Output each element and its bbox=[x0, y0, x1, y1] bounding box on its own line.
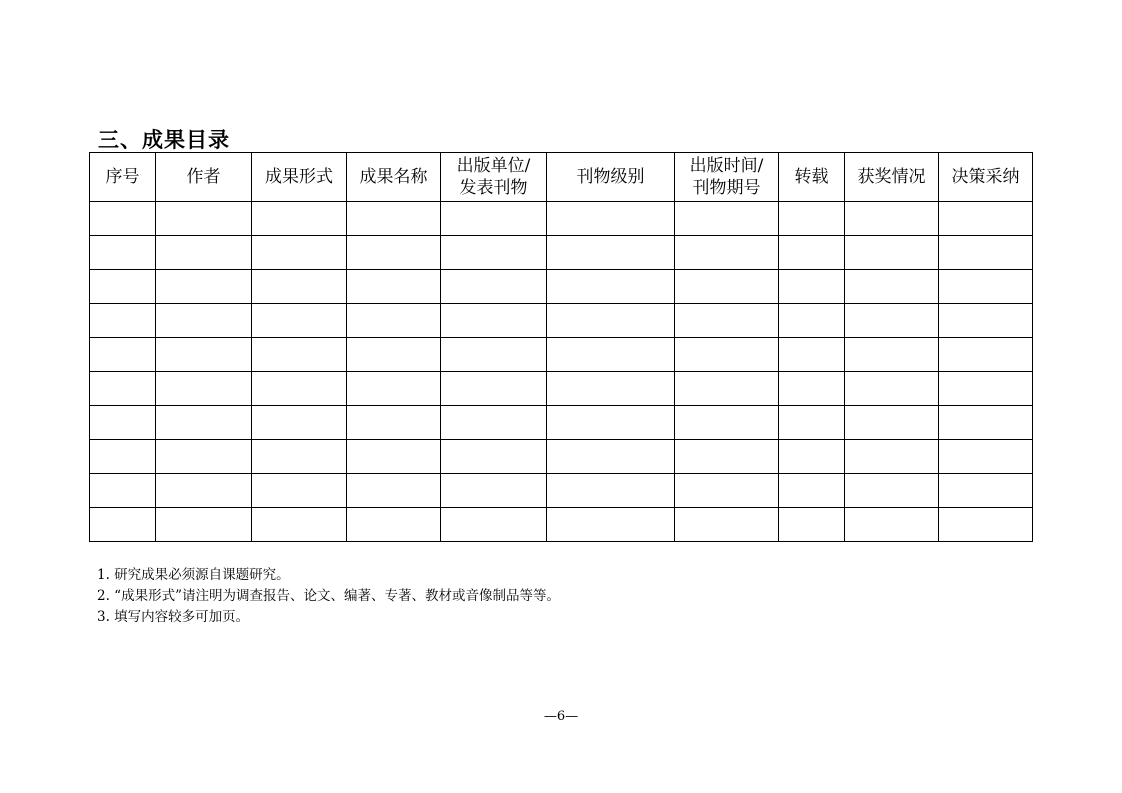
table-cell[interactable] bbox=[441, 270, 547, 304]
table-cell[interactable] bbox=[347, 474, 441, 508]
table-cell[interactable] bbox=[156, 236, 252, 270]
table-cell[interactable] bbox=[845, 406, 939, 440]
column-header-author: 作者 bbox=[156, 153, 252, 202]
table-cell[interactable] bbox=[441, 304, 547, 338]
column-header-awards: 获奖情况 bbox=[845, 153, 939, 202]
table-cell[interactable] bbox=[90, 508, 156, 542]
table-row bbox=[90, 202, 1033, 236]
table-cell[interactable] bbox=[845, 270, 939, 304]
table-cell[interactable] bbox=[252, 270, 347, 304]
table-cell[interactable] bbox=[156, 474, 252, 508]
table-cell[interactable] bbox=[845, 304, 939, 338]
table-cell[interactable] bbox=[547, 440, 675, 474]
table-cell[interactable] bbox=[347, 440, 441, 474]
table-cell[interactable] bbox=[675, 474, 779, 508]
table-cell[interactable] bbox=[347, 202, 441, 236]
table-cell[interactable] bbox=[675, 202, 779, 236]
column-header-result-name: 成果名称 bbox=[347, 153, 441, 202]
table-cell[interactable] bbox=[547, 474, 675, 508]
table-cell[interactable] bbox=[939, 406, 1033, 440]
table-cell[interactable] bbox=[779, 338, 845, 372]
note-item: 2. “成果形式”请注明为调查报告、论文、编著、专著、教材或音像制品等等。 bbox=[97, 588, 560, 604]
table-cell[interactable] bbox=[156, 440, 252, 474]
table-cell[interactable] bbox=[441, 372, 547, 406]
table-cell[interactable] bbox=[939, 270, 1033, 304]
table-cell[interactable] bbox=[675, 372, 779, 406]
table-cell[interactable] bbox=[675, 440, 779, 474]
table-cell[interactable] bbox=[90, 270, 156, 304]
table-cell[interactable] bbox=[252, 236, 347, 270]
table-cell[interactable] bbox=[252, 304, 347, 338]
table-cell[interactable] bbox=[347, 338, 441, 372]
table-cell[interactable] bbox=[939, 338, 1033, 372]
table-cell[interactable] bbox=[347, 372, 441, 406]
table-cell[interactable] bbox=[547, 270, 675, 304]
table-cell[interactable] bbox=[779, 406, 845, 440]
table-cell[interactable] bbox=[779, 508, 845, 542]
table-cell[interactable] bbox=[252, 440, 347, 474]
table-cell[interactable] bbox=[939, 508, 1033, 542]
table-cell[interactable] bbox=[441, 474, 547, 508]
column-header-serial: 序号 bbox=[90, 153, 156, 202]
table-cell[interactable] bbox=[675, 236, 779, 270]
table-cell[interactable] bbox=[845, 338, 939, 372]
table-cell[interactable] bbox=[90, 372, 156, 406]
table-cell[interactable] bbox=[156, 202, 252, 236]
table-cell[interactable] bbox=[441, 236, 547, 270]
table-cell[interactable] bbox=[441, 338, 547, 372]
table-cell[interactable] bbox=[347, 508, 441, 542]
table-row bbox=[90, 236, 1033, 270]
column-header-adoption: 决策采纳 bbox=[939, 153, 1033, 202]
table-cell[interactable] bbox=[347, 304, 441, 338]
table-cell[interactable] bbox=[779, 270, 845, 304]
table-cell[interactable] bbox=[347, 270, 441, 304]
section-title: 三、成果目录 bbox=[98, 128, 230, 152]
table-cell[interactable] bbox=[252, 202, 347, 236]
table-cell[interactable] bbox=[156, 406, 252, 440]
table-cell[interactable] bbox=[939, 372, 1033, 406]
table-row bbox=[90, 270, 1033, 304]
page-number: —6— bbox=[543, 709, 579, 724]
header-row bbox=[90, 153, 1033, 202]
table-cell[interactable] bbox=[547, 202, 675, 236]
table-cell[interactable] bbox=[156, 304, 252, 338]
table-cell[interactable] bbox=[779, 474, 845, 508]
column-header-journal-level: 刊物级别 bbox=[547, 153, 675, 202]
table-cell[interactable] bbox=[939, 304, 1033, 338]
table-cell[interactable] bbox=[547, 508, 675, 542]
table-cell[interactable] bbox=[252, 474, 347, 508]
table-row bbox=[90, 406, 1033, 440]
table-cell[interactable] bbox=[779, 440, 845, 474]
table-cell[interactable] bbox=[347, 406, 441, 440]
table-cell[interactable] bbox=[845, 236, 939, 270]
table-cell[interactable] bbox=[441, 440, 547, 474]
table-cell[interactable] bbox=[845, 508, 939, 542]
table-cell[interactable] bbox=[547, 406, 675, 440]
table-cell[interactable] bbox=[547, 236, 675, 270]
table-row bbox=[90, 508, 1033, 542]
table-cell[interactable] bbox=[547, 372, 675, 406]
table-cell[interactable] bbox=[252, 372, 347, 406]
table-cell[interactable] bbox=[779, 304, 845, 338]
table-row bbox=[90, 474, 1033, 508]
results-table bbox=[89, 152, 1033, 542]
table-cell[interactable] bbox=[675, 508, 779, 542]
table-cell[interactable] bbox=[939, 440, 1033, 474]
table-cell[interactable] bbox=[156, 372, 252, 406]
table-cell[interactable] bbox=[347, 236, 441, 270]
table-row bbox=[90, 440, 1033, 474]
table-cell[interactable] bbox=[156, 338, 252, 372]
table-cell[interactable] bbox=[547, 338, 675, 372]
note-item: 1. 研究成果必须源自课题研究。 bbox=[97, 567, 290, 583]
table-cell[interactable] bbox=[252, 508, 347, 542]
table-cell[interactable] bbox=[675, 406, 779, 440]
table-cell[interactable] bbox=[547, 304, 675, 338]
column-header-publish-time: 出版时间/ 刊物期号 bbox=[675, 153, 779, 202]
table-cell[interactable] bbox=[675, 270, 779, 304]
column-header-publisher: 出版单位/ 发表刊物 bbox=[441, 153, 547, 202]
table-cell[interactable] bbox=[675, 338, 779, 372]
table-cell[interactable] bbox=[90, 202, 156, 236]
notes-list bbox=[97, 565, 560, 628]
table-cell[interactable] bbox=[675, 304, 779, 338]
table-row bbox=[90, 372, 1033, 406]
table-cell[interactable] bbox=[939, 236, 1033, 270]
table-cell[interactable] bbox=[156, 270, 252, 304]
table-cell[interactable] bbox=[779, 202, 845, 236]
table-cell[interactable] bbox=[90, 236, 156, 270]
table-cell[interactable] bbox=[441, 508, 547, 542]
table-cell[interactable] bbox=[779, 236, 845, 270]
table-cell[interactable] bbox=[90, 440, 156, 474]
note-item: 3. 填写内容较多可加页。 bbox=[97, 609, 250, 625]
table-cell[interactable] bbox=[441, 202, 547, 236]
table-cell[interactable] bbox=[939, 202, 1033, 236]
table-cell[interactable] bbox=[90, 338, 156, 372]
table-cell[interactable] bbox=[845, 202, 939, 236]
table-cell[interactable] bbox=[441, 406, 547, 440]
table-cell[interactable] bbox=[90, 304, 156, 338]
table-row bbox=[90, 304, 1033, 338]
table-cell[interactable] bbox=[845, 440, 939, 474]
table-cell[interactable] bbox=[90, 474, 156, 508]
table-row bbox=[90, 338, 1033, 372]
table-cell[interactable] bbox=[90, 406, 156, 440]
table-body bbox=[90, 202, 1033, 542]
table-cell[interactable] bbox=[252, 338, 347, 372]
table-cell[interactable] bbox=[939, 474, 1033, 508]
table-cell[interactable] bbox=[779, 372, 845, 406]
table-cell[interactable] bbox=[252, 406, 347, 440]
table-cell[interactable] bbox=[845, 372, 939, 406]
column-header-reprint: 转载 bbox=[779, 153, 845, 202]
column-header-result-form: 成果形式 bbox=[252, 153, 347, 202]
table-cell[interactable] bbox=[845, 474, 939, 508]
table-cell[interactable] bbox=[156, 508, 252, 542]
